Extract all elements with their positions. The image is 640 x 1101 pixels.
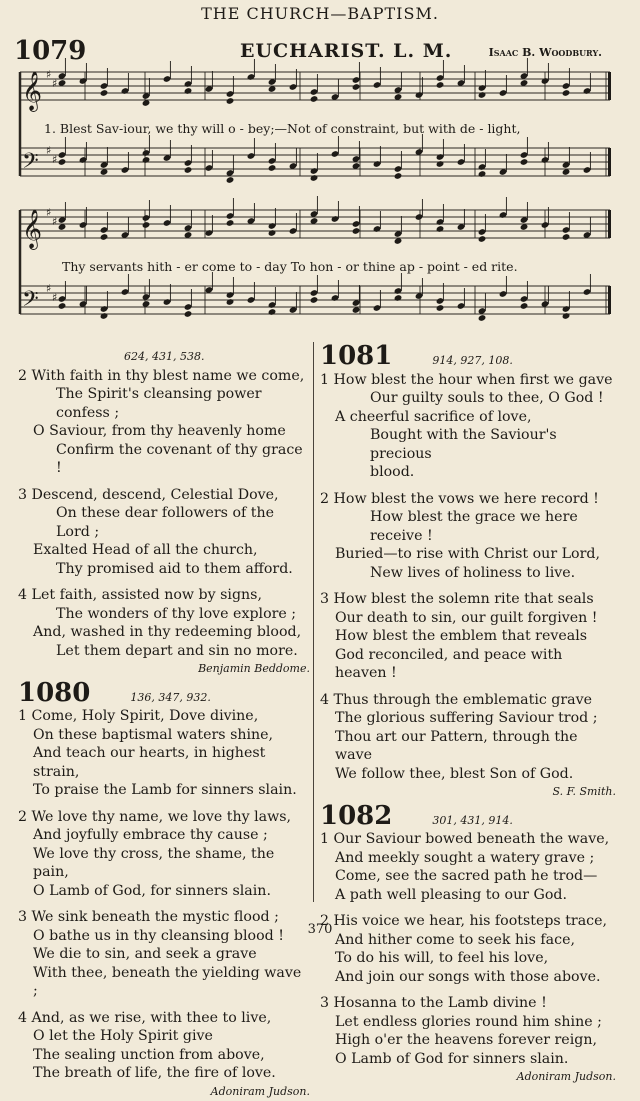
verse-line: O let the Holy Spirit give [18,1027,310,1046]
verse-line: Exalted Head of all the church, [18,541,310,560]
author: Benjamin Beddome. [18,660,310,679]
verse-line: O Lamb of God for sinners slain. [320,1050,616,1069]
verse-line: blood. [320,463,616,482]
verse-line: To do his will, to feel his love, [320,949,616,968]
verse [320,490,616,583]
verse [320,371,616,482]
verse-line: Our guilty souls to thee, O God ! [320,389,616,408]
verse-line: On these dear followers of the Lord ; [18,504,310,541]
verse-line: 2 With faith in thy blest name we come, [18,367,310,386]
hymn-number-1080: 1080 [18,679,90,707]
verse-line: 4 And, as we rise, with thee to live, [18,1009,310,1028]
hymn-number-1082: 1082 [320,802,392,830]
verse-line: 1 Come, Holy Spirit, Dove divine, [18,707,310,726]
tune-name: EUCHARIST. L. M. [240,40,452,62]
svg-text:𝄢: 𝄢 [22,149,39,179]
svg-text:♯: ♯ [46,144,51,157]
lyric-line-2: Thy servants hith - er come to - day To hon - or thine ap - point - ed rite. [62,259,518,274]
verse-line: O bathe us in thy cleansing blood ! [18,927,310,946]
hymn-number-1081: 1081 [320,342,392,370]
verse-line: Buried—to rise with Christ our Lord, [320,545,616,564]
verse-line: And meekly sought a watery grave ; [320,849,616,868]
svg-text:♯: ♯ [52,291,57,304]
verse-line: 2 How blest the vows we here record ! [320,490,616,509]
verse [18,486,310,579]
verse-line: We love thy cross, the shame, the pain, [18,845,310,882]
author: Adoniram Judson. [18,1083,310,1101]
verse-line: The wonders of thy love explore ; [18,605,310,624]
verse-line: 4 Let faith, assisted now by signs, [18,586,310,605]
verse-line: 3 We sink beneath the mystic flood ; [18,908,310,927]
tune-refs: 301, 431, 914. [432,812,512,831]
svg-text:♯: ♯ [52,77,57,90]
svg-text:𝄢: 𝄢 [22,287,39,317]
verse [320,830,616,904]
verse-line: With thee, beneath the yielding wave ; [18,964,310,1001]
verse-line: Thy promised aid to them afford. [18,560,310,579]
svg-text:♯: ♯ [46,206,51,219]
verse-line: 3 How blest the solemn rite that seals [320,590,616,609]
verse-line: The Spirit's cleansing power confess ; [18,385,310,422]
verse-line: And join our songs with those above. [320,968,616,987]
hymn-number-1079: 1079 [14,36,86,66]
verse-line: 3 Hosanna to the Lamb divine ! [320,994,616,1013]
verse-line: The breath of life, the fire of love. [18,1064,310,1083]
author: Adoniram Judson. [320,1068,616,1087]
left-column [18,348,310,1101]
verse-line: And teach our hearts, in highest strain, [18,744,310,781]
verse-line: Let endless glories round him shine ; [320,1013,616,1032]
verse-line: Bought with the Saviour's precious [320,426,616,463]
verse-line: And hither come to seek his face, [320,931,616,950]
music-score [0,0,640,340]
verse-line: New lives of holiness to live. [320,564,616,583]
verse-line: God reconciled, and peace with heaven ! [320,646,616,683]
verse-line: Come, see the sacred path he trod— [320,867,616,886]
page-number: 370 [0,922,640,937]
verse [18,367,310,478]
lyric-line-1: 1. Blest Sav-iour, we thy will o - bey;—Not of constraint, but with de - light, [44,121,520,136]
verse-line: 1 How blest the hour when first we gave [320,371,616,390]
verse-line: 2 We love thy name, we love thy laws, [18,808,310,827]
verse-line: Our death to sin, our guilt forgiven ! [320,609,616,628]
verse-line: On these baptismal waters shine, [18,726,310,745]
svg-text:♯: ♯ [46,68,51,81]
verse-line: O Saviour, from thy heavenly home [18,422,310,441]
verse-line: Thou art our Pattern, through the wave [320,728,616,765]
column-divider [313,342,314,902]
verse [18,707,310,800]
verse-line: How blest the emblem that reveals [320,627,616,646]
verse-line: And, washed in thy redeeming blood, [18,623,310,642]
tune-refs: 914, 927, 108. [432,352,512,371]
verse-line: O Lamb of God, for sinners slain. [18,882,310,901]
svg-text:♯: ♯ [52,215,57,228]
verse-line: We die to sin, and seek a grave [18,945,310,964]
tune-refs: 624, 431, 538. [18,348,310,367]
verse-line: And joyfully embrace thy cause ; [18,826,310,845]
verse [320,691,616,784]
verse-line: A path well pleasing to our God. [320,886,616,905]
verse [18,586,310,660]
verse-line: We follow thee, blest Son of God. [320,765,616,784]
composer: Isaac B. Woodbury. [489,46,602,59]
tune-refs: 136, 347, 932. [130,689,210,708]
verse-line: Let them depart and sin no more. [18,642,310,661]
svg-text:𝄞: 𝄞 [22,209,42,250]
verse-line: 4 Thus through the emblematic grave [320,691,616,710]
verse-line: 1 Our Saviour bowed beneath the wave, [320,830,616,849]
svg-text:♯: ♯ [46,282,51,295]
verse-line: High o'er the heavens forever reign, [320,1031,616,1050]
verse [18,808,310,901]
verse [320,590,616,683]
verse-line: A cheerful sacrifice of love, [320,408,616,427]
verse-line: The glorious suffering Saviour trod ; [320,709,616,728]
verse-line: To praise the Lamb for sinners slain. [18,781,310,800]
right-column [320,342,616,1087]
verse-line: How blest the grace we here receive ! [320,508,616,545]
svg-text:♯: ♯ [52,153,57,166]
svg-text:𝄞: 𝄞 [22,71,42,112]
verse-line: Confirm the covenant of thy grace ! [18,441,310,478]
verse [18,1009,310,1083]
verse-line: The sealing unction from above, [18,1046,310,1065]
page-header: THE CHURCH—BAPTISM. [0,4,640,23]
verse [320,994,616,1068]
verse-line: 2 His voice we hear, his footsteps trace, [320,912,616,931]
verse-line: 3 Descend, descend, Celestial Dove, [18,486,310,505]
author: S. F. Smith. [320,783,616,802]
